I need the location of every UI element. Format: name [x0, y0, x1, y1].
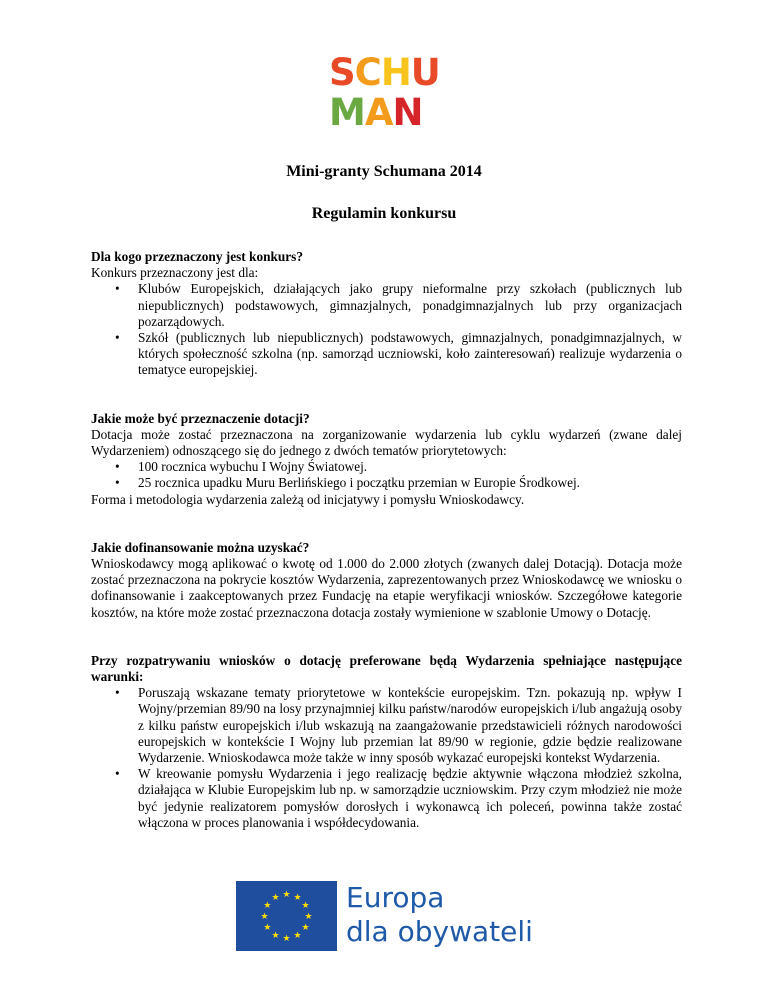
bullet-list — [91, 685, 682, 831]
section-purpose — [91, 411, 682, 508]
schuman-logo — [329, 51, 440, 134]
section-intro: Konkurs przeznaczony jest dla: — [91, 265, 259, 281]
list-item: • Poruszają wskazane tematy priorytetowe w kontekście europejskim. Tzn. pokazują np. wpływ I Wojny/przemian 89/90 na losy przynajmniej kilku państw/narodów europejskich i/lub angażują osoby z kilku państw europejskich i/lub wskazują na zaangażowanie przedstawicieli różnych narodowości europejskich w kontekście I Wojny lub przemian lat 89/90 w regionie, gdzie będzie realizowane Wydarzenie. Wnioskodawca może także w inny sposób wykazać europejski kontekst Wydarzenia. — [91, 685, 682, 766]
section-intro: Dotacja może zostać przeznaczona na zorganizowanie wydarzenia lub cyklu wydarzeń (zwane dalej Wydarzeniem) odnoszącego się do jednego z dwóch tematów priorytetowych: — [91, 426, 682, 459]
logo-letter: C — [354, 51, 381, 94]
document-title: Mini-granty Schumana 2014 — [286, 163, 482, 180]
list-item: • W kreowanie pomysłu Wydarzenia i jego realizację będzie aktywnie włączona młodzież szkolna, działająca w Klubie Europejskim lub np. w samorządzie uczniowskim. Przy czym młodzież nie może być jedynie realizatorem pomysłów dorosłych i wykonawcą ich poleceń, powinna także zostać włączona w proces planowania i współdecydowania. — [91, 766, 682, 831]
section-criteria — [91, 653, 682, 831]
section-heading: Jakie dofinansowanie można uzyskać? — [91, 539, 310, 555]
eu-star-icon: ★ — [301, 922, 310, 932]
list-item: • Szkół (publicznych lub niepublicznych) podstawowych, gimnazjalnych, ponadgimnazjalnych, w których społeczność szkolna (np. samorząd uczniowski, koło zainteresowań) realizuje wydarzenia o tematyce europejskiej. — [91, 330, 682, 379]
section-outro: Forma i metodologia wydarzenia zależą od inicjatywy i pomysłu Wnioskodawcy. — [91, 491, 525, 507]
logo-letter: N — [392, 91, 423, 134]
eu-stars — [236, 881, 337, 951]
eu-star-icon: ★ — [293, 930, 302, 941]
eu-star-icon: ★ — [304, 911, 313, 921]
logo-line-2 — [329, 91, 423, 134]
document-body — [91, 249, 682, 831]
section-funding — [91, 540, 682, 621]
section-eligibility — [91, 249, 682, 379]
list-item: • Klubów Europejskich, działających jako grupy nieformalne przy szkołach (publicznych lub niepublicznych) podstawowych, gimnazjalnych, ponadgimnazjalnych lub przy organizacjach pozarządowych. — [91, 281, 682, 330]
logo-letter: M — [329, 91, 365, 134]
section-heading: Dla kogo przeznaczony jest konkurs? — [91, 249, 304, 264]
europe-for-citizens-logo — [236, 881, 536, 951]
eu-star-icon: ★ — [263, 922, 272, 932]
section-heading: Jakie może być przeznaczenie dotacji? — [91, 410, 310, 426]
eu-star-icon: ★ — [271, 891, 280, 902]
list-item: • 100 rocznica wybuchu I Wojny Światowej. — [91, 459, 682, 475]
section-intro: Wnioskodawcy mogą aplikować o kwotę od 1.000 do 2.000 złotych (zwanych dalej Dotacją). Dotacja może zostać przeznaczona na pokrycie kosztów Wydarzenia, zaprezentowanych przez Wnioskodawcę we wniosku o dofinansowanie i zaakceptowanych przez Fundację na etapie weryfikacji wniosków. Szczegółowe kategorie kosztów, na które może zostać przeznaczona dotacja zostały wymienione w szablonie Umowy o Dotację. — [91, 556, 682, 620]
section-heading: Przy rozpatrywaniu wniosków o dotację preferowane będą Wydarzenia spełniające następujące warunki: — [91, 652, 682, 685]
eu-program-name — [346, 881, 533, 949]
logo-line-1 — [329, 51, 440, 94]
eu-star-icon: ★ — [282, 889, 291, 899]
eu-star-icon: ★ — [271, 930, 280, 941]
eu-flag-icon — [236, 881, 337, 951]
logo-letter: H — [380, 51, 411, 94]
eu-star-icon: ★ — [293, 891, 302, 902]
eu-star-icon: ★ — [282, 933, 291, 943]
bullet-list — [91, 281, 682, 378]
eu-star-icon: ★ — [263, 900, 272, 910]
logo-letter: S — [329, 51, 355, 94]
eu-star-icon: ★ — [301, 900, 310, 910]
list-item: • 25 rocznica upadku Muru Berlińskiego i początku przemian w Europie Środkowej. — [91, 475, 682, 491]
logo-letter: A — [364, 91, 393, 134]
eu-line-1: Europa — [346, 881, 445, 914]
eu-star-icon: ★ — [260, 911, 269, 921]
document-subtitle: Regulamin konkursu — [311, 205, 457, 222]
eu-line-2: dla obywateli — [346, 915, 533, 948]
logo-letter: U — [410, 51, 440, 94]
bullet-list — [91, 459, 682, 491]
